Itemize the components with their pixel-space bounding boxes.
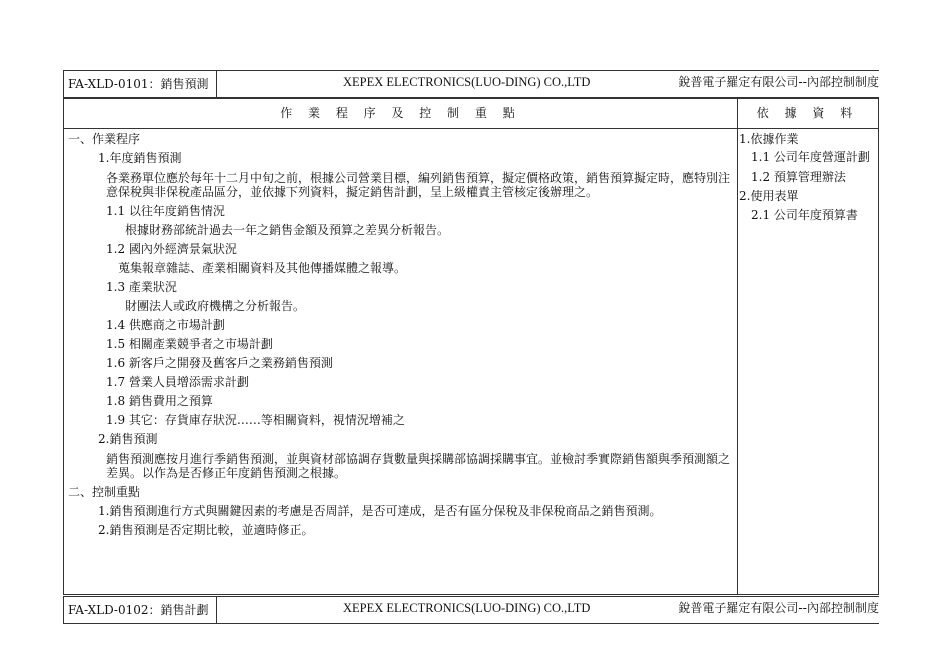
company-internal-title: 銳普電子羅定有限公司--內部控制制度 xyxy=(678,75,879,89)
item-paragraph: 銷售預測應按月進行季銷售預測，並與資材部協調存貨數量與採購部協調採購事宜。並檢討季實際銷售額與季預測額之差異。以作為是否修正年度銷售預測之根據。 xyxy=(106,452,731,480)
form-code: FA-XLD-0102：銷售計劃 xyxy=(63,597,217,623)
reference-sub-item: 1.2 預算管理辦法 xyxy=(751,170,846,184)
item-paragraph: 各業務單位應於每年十二月中旬之前，根據公司營業目標，編列銷售預算，擬定價格政策，銷售預算擬定時，應特別注意保稅與非保稅產品區分，並依據下列資料，擬定銷售計劃，呈上級權責主管核定後辦理之。 xyxy=(106,171,731,199)
form-header-top xyxy=(63,70,879,98)
control-point: 2.銷售預測是否定期比較，並適時修正。 xyxy=(98,523,314,537)
reference-item: 1.依據作業 xyxy=(739,132,799,146)
column-divider xyxy=(737,99,738,594)
reference-content xyxy=(739,130,877,225)
form-header-bottom xyxy=(63,596,879,624)
sub-item-title: 1.6 新客戶之開發及舊客戶之業務銷售預測 xyxy=(106,356,333,370)
control-point: 1.銷售預測進行方式與關鍵因素的考慮是否周詳，是否可達成，是否有區分保稅及非保稅商品之銷售預測。 xyxy=(98,504,662,518)
sub-item-title: 1.2 國內外經濟景氣狀況 xyxy=(106,242,237,256)
sub-item-detail: 蒐集報章雜誌、產業相關資料及其他傳播媒體之報導。 xyxy=(118,261,407,275)
sub-item-title: 1.3 產業狀況 xyxy=(106,280,177,294)
sub-item-title: 1.8 銷售費用之預算 xyxy=(106,394,213,408)
company-name-en: XEPEX ELECTRONICS(LUO-DING) CO.,LTD xyxy=(343,601,591,615)
reference-item: 2.使用表單 xyxy=(739,189,799,203)
company-name-en: XEPEX ELECTRONICS(LUO-DING) CO.,LTD xyxy=(343,75,591,89)
reference-heading: 依 據 資 料 xyxy=(737,99,878,129)
sub-item-title: 1.4 供應商之市場計劃 xyxy=(106,318,225,332)
item-title: 1.年度銷售預測 xyxy=(98,151,182,165)
reference-sub-item: 2.1 公司年度預算書 xyxy=(751,208,858,222)
procedure-heading: 作 業 程 序 及 控 制 重 點 xyxy=(64,99,737,129)
reference-sub-item: 1.1 公司年度營運計劃 xyxy=(751,150,870,164)
form-code: FA-XLD-0101：銷售預測 xyxy=(63,71,217,97)
procedure-content xyxy=(68,130,734,540)
sub-item-title: 1.9 其它：存貨庫存狀況……等相關資料，視情況增補之 xyxy=(106,413,405,427)
sub-item-detail: 財團法人或政府機構之分析報告。 xyxy=(125,299,306,313)
section-title: 二、控制重點 xyxy=(68,485,141,499)
procedure-table xyxy=(63,98,879,595)
item-title: 2.銷售預測 xyxy=(98,432,158,446)
section-title: 一、作業程序 xyxy=(68,132,141,146)
sub-item-title: 1.1 以往年度銷售情況 xyxy=(106,204,225,218)
sub-item-title: 1.5 相關產業競爭者之市場計劃 xyxy=(106,337,273,351)
company-internal-title: 銳普電子羅定有限公司--內部控制制度 xyxy=(678,601,879,615)
sub-item-title: 1.7 營業人員增添需求計劃 xyxy=(106,375,249,389)
sub-item-detail: 根據財務部統計過去一年之銷售金額及預算之差異分析報告。 xyxy=(125,223,450,237)
